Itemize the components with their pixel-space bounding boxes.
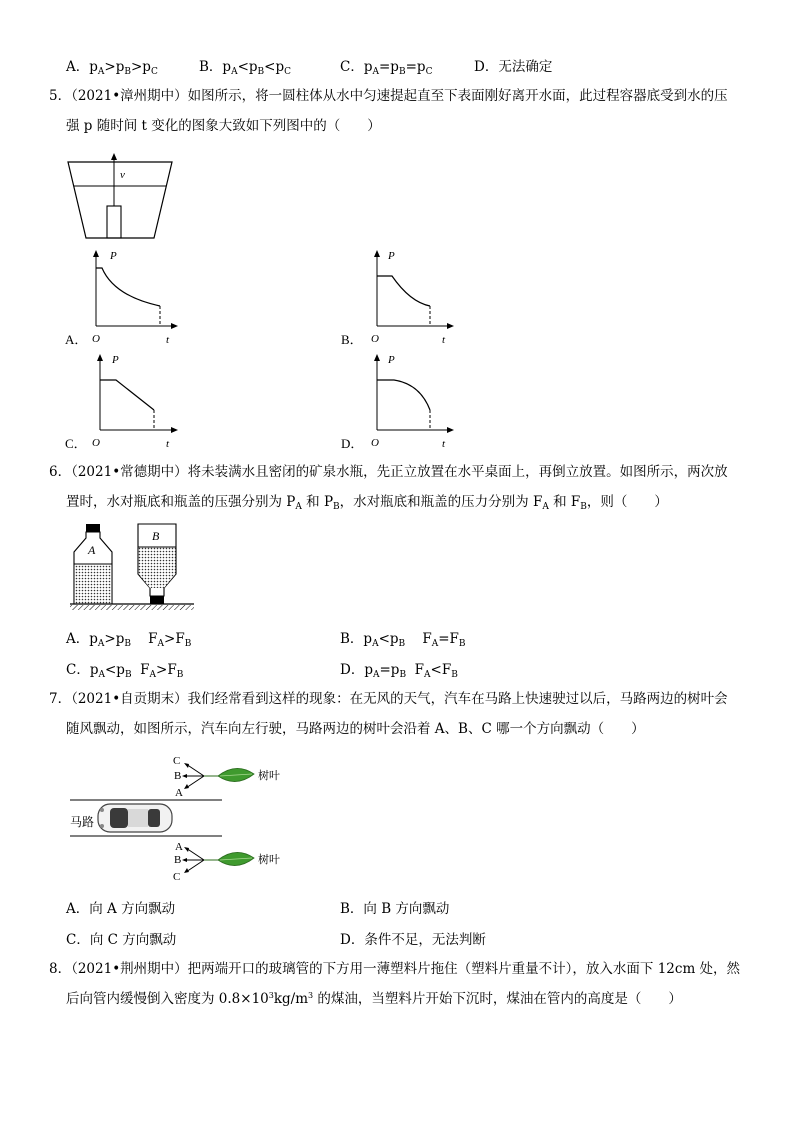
q7-question-line2 <box>66 719 645 739</box>
car-icon <box>98 804 172 832</box>
q5-graph-a-xlabel: t <box>166 334 170 346</box>
q4-option-d-text: 无法确定 <box>498 59 553 75</box>
q5-graph-b <box>340 246 470 346</box>
q4-option-c-label: C． <box>340 59 364 75</box>
q7-option-a: A．向 A 方向飘动 <box>66 901 176 917</box>
q4-option-b <box>199 55 291 75</box>
q5-graph-a-ylabel: P <box>110 250 117 262</box>
q5-graph-c-origin: O <box>92 437 100 449</box>
q6-question-line1 <box>49 462 728 482</box>
q5-graph-c-xlabel: t <box>166 438 170 450</box>
q8-question-line1 <box>49 959 740 979</box>
q6-option-a: A．$p_A>p_B$ $F_A>F_B$ <box>66 631 192 649</box>
q5-graph-b-origin: O <box>371 333 379 345</box>
q6-question-line2 <box>66 492 668 512</box>
q5-graph-c-ylabel: P <box>112 354 119 366</box>
q6-text-2a: 置时，水对瓶底和瓶盖的压强分别为 P <box>66 494 296 510</box>
q4-option-d-label: D． <box>474 59 499 75</box>
q8-sup-1: 3 <box>268 991 274 1000</box>
q6-text-2d: 和 F <box>548 494 581 510</box>
q7-lower-leaf-label: 树叶 <box>258 854 280 866</box>
q6-text-2e: ，则（ ） <box>586 494 668 510</box>
q7-lower-dir-a: A <box>175 841 183 853</box>
q7-number: 7． <box>49 691 72 707</box>
q6-source: （2021•常德期中） <box>71 464 188 480</box>
q8-text-1: 把两端开口的玻璃管的下方用一薄塑料片拖住（塑料片重量不计），放入水面下 12cm 处，然 <box>187 961 741 977</box>
q8-number: 8． <box>49 961 72 977</box>
q4-option-b-label: B． <box>199 59 223 75</box>
q8-text-2a: 后向管内缓慢倒入密度为 0.8×10 <box>66 991 269 1007</box>
q5-graph-c-label: C． <box>65 436 87 450</box>
q4-option-a-text: $p_A>p_B>p_C$ <box>89 59 158 77</box>
q5-number: 5． <box>49 88 72 104</box>
q8-sup-2: 3 <box>308 991 314 1000</box>
q5-graph-a-label: A． <box>65 332 88 346</box>
q7-text-2: 随风飘动，如图所示，汽车向左行驶，马路两边的树叶会沿着 A、B、C 哪一个方向飘动（ ） <box>66 721 645 737</box>
q6-option-d: D．$p_A=p_B$ $F_A<F_B$ <box>340 662 458 680</box>
q6-text-2c: ，水对瓶底和瓶盖的压力分别为 F <box>339 494 543 510</box>
q7-lower-dir-c: C <box>173 871 181 883</box>
q7-upper-dir-b: B <box>174 770 182 782</box>
q5-graph-d-ylabel: P <box>388 354 395 366</box>
q7-text-1: 我们经常看到这样的现象：在无风的天气，汽车在马路上快速驶过以后，马路两边的树叶会 <box>187 691 728 707</box>
q4-option-d <box>474 55 552 75</box>
q6-text-2b: 和 P <box>301 494 334 510</box>
q4-option-c-text: $p_A=p_B=p_C$ <box>363 59 433 77</box>
q5-graph-d-label: D． <box>341 436 364 450</box>
q8-text-2c: 的煤油，当塑料片开始下沉时，煤油在管内的高度是（ ） <box>313 991 682 1007</box>
q6-option-c: C．$p_A<p_B$ $F_A>F_B$ <box>66 662 184 680</box>
q7-option-c: C．向 C 方向飘动 <box>66 932 177 948</box>
q6-bottle-b-label: B <box>152 529 160 543</box>
q5-graph-d-origin: O <box>371 437 379 449</box>
q5-graph-c <box>64 350 194 450</box>
q5-graph-d-xlabel: t <box>442 438 446 450</box>
q5-graph-a <box>64 246 194 346</box>
q5-text-1: 如图所示，将一圆柱体从水中匀速提起直至下表面刚好离开水面，此过程容器底受到水的压 <box>187 88 728 104</box>
q5-graph-d <box>340 350 470 450</box>
q7-question-line1 <box>49 689 728 709</box>
q7-road-label: 马路 <box>70 815 95 829</box>
q5-graph-b-xlabel: t <box>442 334 446 346</box>
q7-upper-dir-c: C <box>173 755 181 767</box>
q5-question-line1 <box>49 86 728 106</box>
q4-option-c <box>340 55 432 75</box>
q7-road-figure <box>66 748 296 884</box>
q5-text-2: 强 p 随时间 t 变化的图象大致如下列图中的（ ） <box>66 118 381 134</box>
q6-bottles-figure <box>66 520 196 612</box>
q6-option-b: B．$p_A<p_B$ $F_A=F_B$ <box>340 631 466 649</box>
q7-option-b: B．向 B 方向飘动 <box>340 901 450 917</box>
q5-graph-a-origin: O <box>92 333 100 345</box>
q6-number: 6． <box>49 464 72 480</box>
q7-upper-leaf-label: 树叶 <box>258 770 280 782</box>
q7-upper-dir-a: A <box>175 787 183 799</box>
q8-question-line2 <box>66 989 682 1009</box>
q6-sub-a2: A <box>542 502 549 512</box>
q4-option-b-text: $p_A<p_B<p_C$ <box>222 59 292 77</box>
q6-bottle-a-label: A <box>88 543 96 557</box>
q5-container-figure <box>66 152 176 242</box>
q7-option-d: D．条件不足，无法判断 <box>340 932 486 948</box>
q5-graph-b-label: B． <box>341 332 363 346</box>
q6-text-1: 将未装满水且密闭的矿泉水瓶，先正立放置在水平桌面上，再倒立放置。如图所示，两次放 <box>187 464 728 480</box>
q6-sub-a1: A <box>295 502 302 512</box>
q6-sub-b2: B <box>580 502 587 512</box>
q7-lower-dir-b: B <box>174 854 182 866</box>
q5-graph-b-ylabel: P <box>388 250 395 262</box>
q4-option-a <box>66 55 158 75</box>
q5-velocity-label: v <box>120 169 125 181</box>
q8-text-2b: kg/m <box>273 991 309 1007</box>
q6-sub-b1: B <box>333 502 340 512</box>
q7-source: （2021•自贡期末） <box>71 691 188 707</box>
q5-source: （2021•漳州期中） <box>71 88 188 104</box>
q5-question-line2 <box>66 116 381 136</box>
q4-option-a-label: A． <box>66 59 90 75</box>
q8-source: （2021•荆州期中） <box>71 961 188 977</box>
